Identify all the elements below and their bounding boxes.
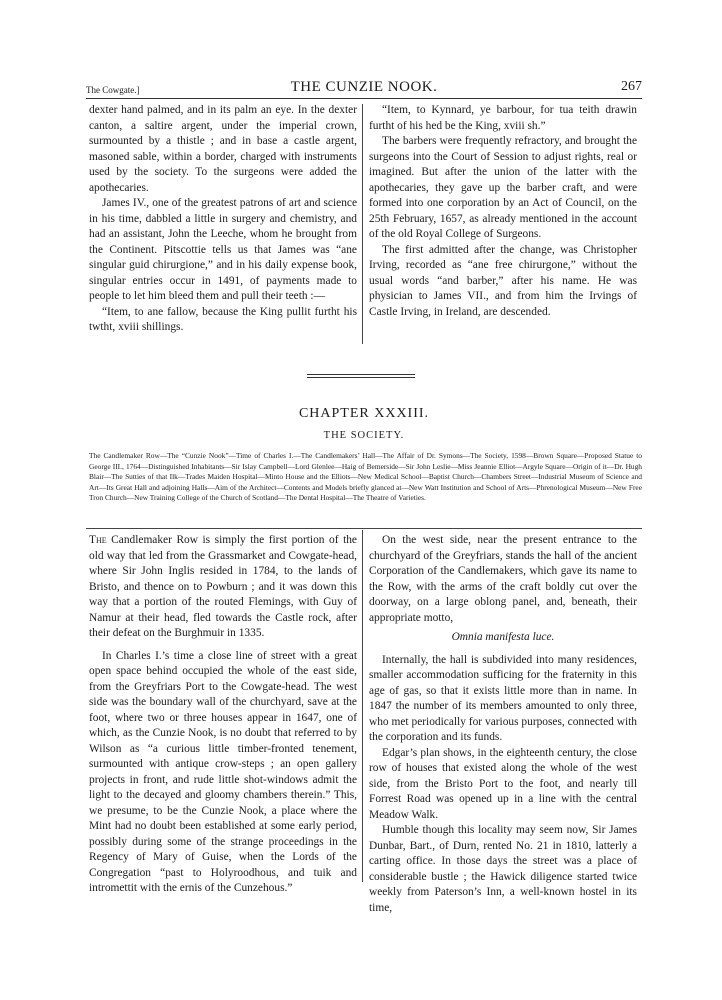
- paragraph: On the west side, near the present entrance to the churchyard of the Greyfriars, stands the hall of the ancient Corporation of the Candlemakers, which gave its name to the Row, with the arms of the craft boldly cut over the doorway, on a large oblong panel, and, beneath, their appropriate motto,: [369, 534, 637, 624]
- chapter-synopsis: The Candlemaker Row—The “Cunzie Nook”—Time of Charles I.—The Candlemakers’ Hall—The Affair of Dr. Symons—The Society, 1598—Brown Square—Proposed Statue to George III., 1764—Distinguished Inhabitants—Sir Islay Campbell—Lord Glenlee—Haig of Bemerside—Sir John Leslie—Miss Jeannie Elliot—Argyle Square—Origin of it—Dr. Hugh Blair—The Sutties of that Ilk—Trades Maiden Hospital—Minto House and the Elliots—New Medical School—Baptist Church—Chambers Street—Industrial Museum of Science and Art—Its Great Hall and adjoining Halls—Aim of the Architect—Contents and Models briefly glanced at—New Watt Institution and School of Arts—Phrenological Museum—New Free Tron Church—New Training College of the Church of Scotland—The Dental Hospital—The Theatre of Varieties.: [89, 451, 642, 503]
- section-separator: [307, 377, 415, 378]
- paragraph: Internally, the hall is subdivided into many residences, smaller accommodation sufficing for the fraternity in this age of gas, so that it exists little more than in name. In 1847 the number of its members amounted to only three, who met periodically for various purposes, connected with the corporation and its funds.: [369, 653, 637, 743]
- top-left-column: [89, 103, 357, 336]
- section-separator: [307, 374, 415, 375]
- running-header: [86, 78, 642, 98]
- motto: Omnia manifesta luce.: [451, 631, 555, 643]
- chapter-title: THE SOCIETY.: [323, 430, 405, 441]
- paragraph: “Item, to Kynnard, ye barbour, for tua teith drawin furtht of his hed be the King, xviii sh.”: [369, 104, 637, 132]
- column-divider: [362, 104, 363, 344]
- section-label: The Cowgate.]: [86, 85, 140, 95]
- column-divider: [362, 530, 363, 882]
- paragraph: dexter hand palmed, and in its palm an eye. In the dexter canton, a saltire argent, under the imperial crown, surmounted by a thistle ; and in base a castle argent, masoned sable, within a border, charged with instruments used by the society. To the surgeons were added the apothecaries.: [89, 104, 357, 194]
- top-right-column: [369, 103, 637, 320]
- running-title: THE CUNZIE NOOK.: [290, 79, 438, 95]
- paragraph-text: Candlemaker Row is simply the first portion of the old way that led from the Grassmarket and Cowgate-head, where Sir John Inglis resided in 1784, to the lands of Bristo, and thence on to Powburn ; and it was down this way that a portion of the routed Flemings, with Guy of Namur at their head, fled towards the Castle rock, after their defeat on the Burghmuir in 1335.: [89, 534, 357, 639]
- paragraph: The barbers were frequently refractory, and brought the surgeons into the Court of Session to adjust rights, real or imagined. But after the union of the latter with the apothecaries, they gave up the barber craft, and were formed into one corporation by an Act of Council, on the 25th February, 1657, as already mentioned in the account of the old Royal College of Surgeons.: [369, 135, 637, 240]
- opening-paragraph: [89, 533, 357, 642]
- paragraph: In Charles I.’s time a close line of street with a great open space behind occupied the whole of the east side, from the Greyfriars Port to the Cowgate-head. The west side was the boundary wall of the churchyard, save at the foot, where two or three houses appear in 1647, one of which, as the Cunzie Nook, is no doubt that referred to by Wilson as “a curious little timber-fronted tenement, surmounted with antique crow-steps ; an open gallery projects in front, and rude little shot-windows admit the light to the decayed and gloomy chambers therein.” This, we presume, to be the Cunzie Nook, a place where the Mint had no doubt been established at some early period, possibly during some of the strange proceedings in the Regency of Mary of Guise, when the Lords of the Congregation “past to Holyroodhous, and tuik and intromettit with the ernis of the Cunzehous.”: [89, 649, 357, 894]
- bottom-right-column: [369, 533, 637, 916]
- header-rule: [86, 98, 642, 99]
- chapter-heading: CHAPTER XXXIII.: [298, 406, 430, 421]
- paragraph: James IV., one of the greatest patrons of art and science in his time, dabbled a little in surgery and chemistry, and had an assistant, John the Leeche, whom he brought from the Continent. Pitscottie tells us that James was “ane singular guid chirurgione,” and in his daily expense book, singular entries occur in 1491, of payments made to people to let him bleed them and pull their teeth :—: [89, 197, 357, 302]
- bottom-left-column: [89, 533, 357, 897]
- page-number: 267: [621, 79, 642, 94]
- paragraph: Edgar’s plan shows, in the eighteenth century, the close row of houses that existed along the whole of the west side, from the Bristo Port to the foot, and nearly till Forrest Road was opened up in a line with the central Meadow Walk.: [369, 746, 637, 821]
- synopsis-rule: [86, 528, 642, 529]
- paragraph: Humble though this locality may seem now, Sir James Dunbar, Bart., of Durn, rented No. 21 in 1810, latterly a carting office. In those days the street was a place of considerable bustle ; the Hawick diligence started twice weekly from Paterson’s Inn, a well-known hostel in its time,: [369, 824, 637, 914]
- paragraph: “Item, to ane fallow, because the King pullit furtht his twtht, xviii shillings.: [89, 305, 357, 333]
- paragraph: The first admitted after the change, was Christopher Irving, recorded as “ane free chirurgone,” without the usual words “and barber,” after his name. He was physician to James VII., and from him the Irvings of Castle Irving, in Ireland, are descended.: [369, 243, 637, 318]
- lead-word: The: [89, 534, 107, 546]
